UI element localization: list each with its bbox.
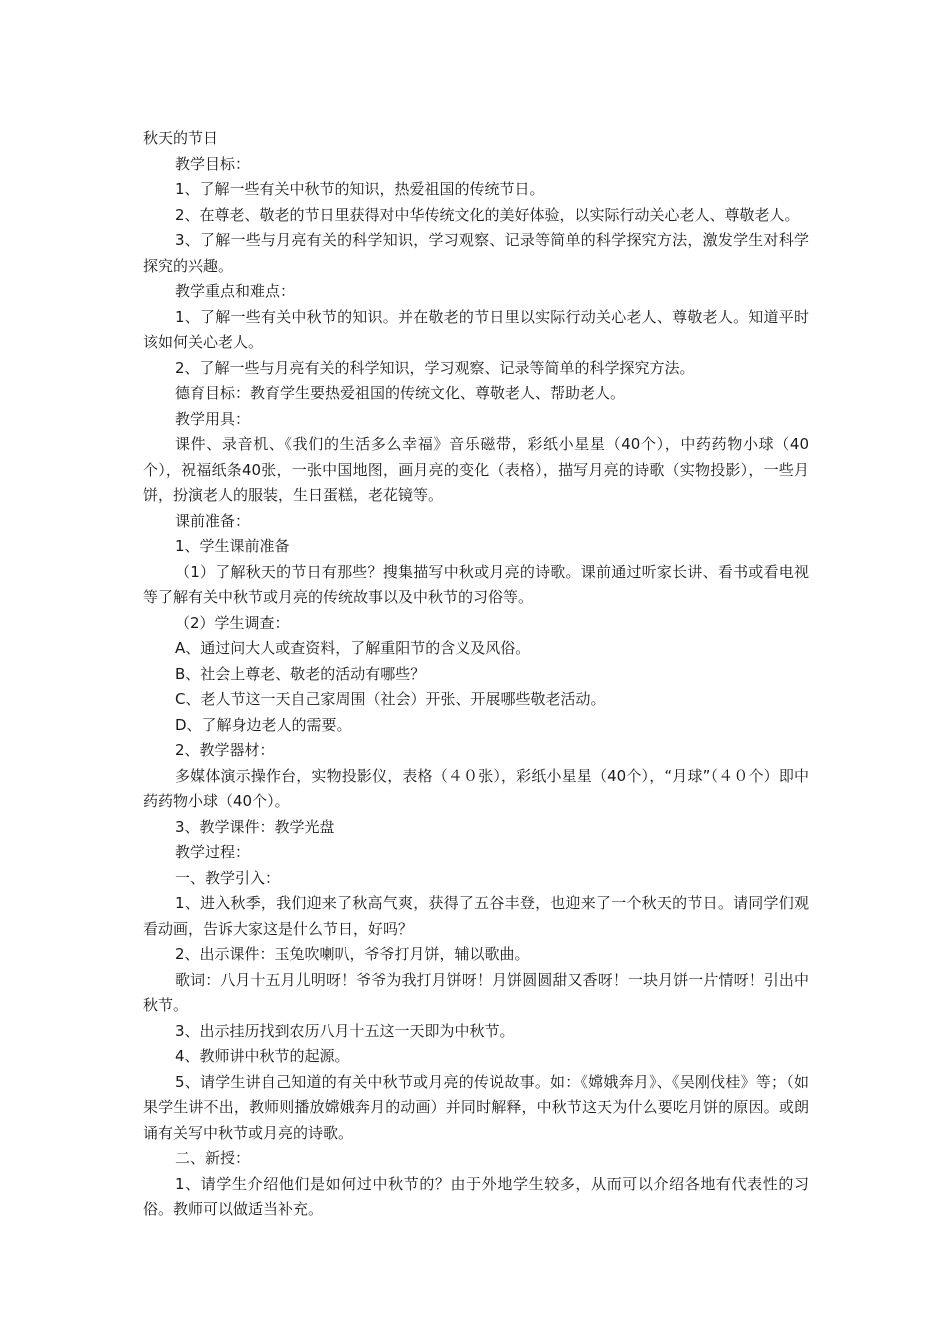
paragraph-list <box>143 152 809 1223</box>
paragraph: C、老人节这一天自己家周围（社会）开张、开展哪些敬老活动。 <box>175 690 606 708</box>
paragraph: 3、教学课件：教学光盘 <box>175 817 335 836</box>
paragraph: A、通过问大人或查资料，了解重阳节的含义及风俗。 <box>175 639 531 657</box>
paragraph: B、社会上尊老、敬老的活动有哪些？ <box>175 664 426 683</box>
paragraph: 歌词：八月十五月儿明呀！爷爷为我打月饼呀！月饼圆圆甜又香呀！一块月饼一片情呀！引出中秋节。 <box>143 970 809 1014</box>
paragraph: 教学过程： <box>175 843 251 861</box>
paragraph: 德育目标：教育学生要热爱祖国的传统文化、尊敬老人、帮助老人。 <box>175 384 626 402</box>
paragraph: 课前准备： <box>175 511 251 530</box>
paragraph: 1、了解一些有关中秋节的知识，热爱祖国的传统节日。 <box>175 180 545 198</box>
document-body <box>143 126 809 1223</box>
paragraph: D、了解身边老人的需要。 <box>175 715 352 734</box>
paragraph: 1、了解一些有关中秋节的知识。并在敬老的节日里以实际行动关心老人、尊敬老人。知道平时该如何关心老人。 <box>143 307 809 351</box>
paragraph: 1、请学生介绍他们是如何过中秋节的？由于外地学生较多，从而可以介绍各地有代表性的习俗。教师可以做适当补充。 <box>143 1174 809 1218</box>
paragraph: 教学用具： <box>175 409 251 428</box>
paragraph: 教学重点和难点： <box>175 282 296 300</box>
paragraph: 2、教学器材： <box>175 741 275 759</box>
paragraph: 2、在尊老、敬老的节日里获得对中华传统文化的美好体验，以实际行动关心老人、尊敬老人。 <box>175 205 800 224</box>
paragraph: 多媒体演示操作台，实物投影仪，表格（４０张），彩纸小星星（40个），“月球”（４０个）即中药药物小球（40个）。 <box>143 766 809 810</box>
paragraph: 1、进入秋季，我们迎来了秋高气爽，获得了五谷丰登，也迎来了一个秋天的节日。请同学们观看动画，告诉大家这是什么节日，好吗？ <box>143 894 809 938</box>
document-title: 秋天的节日 <box>143 129 219 147</box>
paragraph: 2、出示课件：玉兔吹喇叭，爷爷打月饼，辅以歌曲。 <box>175 945 530 963</box>
paragraph: 4、教师讲中秋节的起源。 <box>175 1047 350 1065</box>
paragraph: 3、了解一些与月亮有关的科学知识，学习观察、记录等简单的科学探究方法，激发学生对科学探究的兴趣。 <box>143 231 809 275</box>
paragraph: 二、新授： <box>175 1149 251 1167</box>
paragraph: 一、教学引入： <box>175 868 281 887</box>
paragraph: 3、出示挂历找到农历八月十五这一天即为中秋节。 <box>175 1021 515 1040</box>
paragraph: 课件、录音机、《我们的生活多么幸福》音乐磁带，彩纸小星星（40个），中药药物小球（40个），祝福纸条40张，一张中国地图，画月亮的变化（表格），描写月亮的诗歌（实物投影），一些月饼，扮演老人的服装，生日蛋糕，老花镜等。 <box>143 435 809 504</box>
paragraph: 1、学生课前准备 <box>175 537 290 555</box>
paragraph: （2）学生调查： <box>175 613 290 632</box>
paragraph: 2、了解一些与月亮有关的科学知识，学习观察、记录等简单的科学探究方法。 <box>175 358 695 377</box>
paragraph: （1）了解秋天的节日有那些？搜集描写中秋或月亮的诗歌。课前通过听家长讲、看书或看电视等了解有关中秋节或月亮的传统故事以及中秋节的习俗等。 <box>143 562 809 606</box>
paragraph: 5、请学生讲自己知道的有关中秋节或月亮的传说故事。如：《嫦娥奔月》、《吴刚伐桂》等；（如果学生讲不出，教师则播放嫦娥奔月的动画）并同时解释，中秋节这天为什么要吃月饼的原因。或朗诵有关写中秋节或月亮的诗歌。 <box>143 1072 809 1142</box>
paragraph: 教学目标： <box>175 154 251 173</box>
